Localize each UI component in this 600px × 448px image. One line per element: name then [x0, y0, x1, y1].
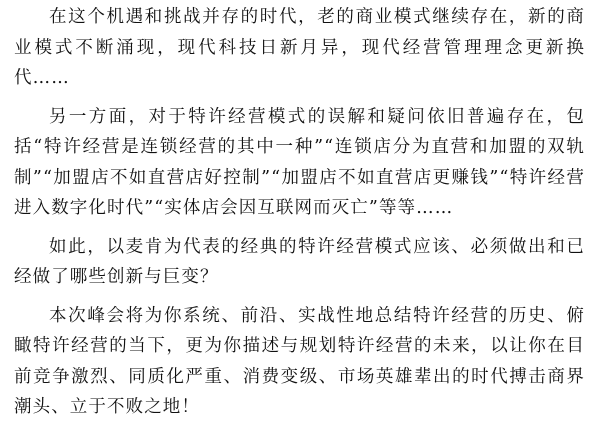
paragraph-intro: 在这个机遇和挑战并存的时代，老的商业模式继续存在，新的商业模式不断涌现，现代科技日新月异，现代经营管理理念更新换代……	[14, 7, 585, 88]
paragraph-misconceptions: 另一方面，对于特许经营模式的误解和疑问依旧普遍存在，包括“特许经营是连锁经营的其中一种”“连锁店分为直营和加盟的双轨制”“加盟店不如直营店好控制”“加盟店不如直营店更赚钱”“特许经营进入数字化时代”“实体店会因互联网而灭亡”等等……	[14, 106, 585, 218]
paragraph-summit: 本次峰会将为你系统、前沿、实战性地总结特许经营的历史、俯瞰特许经营的当下，更为你描述与规划特许经营的未来，以让你在目前竞争激烈、同质化严重、消费变级、市场英雄辈出的时代搏击商界潮头、立于不败之地！	[14, 305, 585, 417]
paragraph-question: 如此，以麦肯为代表的经典的特许经营模式应该、必须做出和已经做了哪些创新与巨变？	[14, 236, 585, 287]
